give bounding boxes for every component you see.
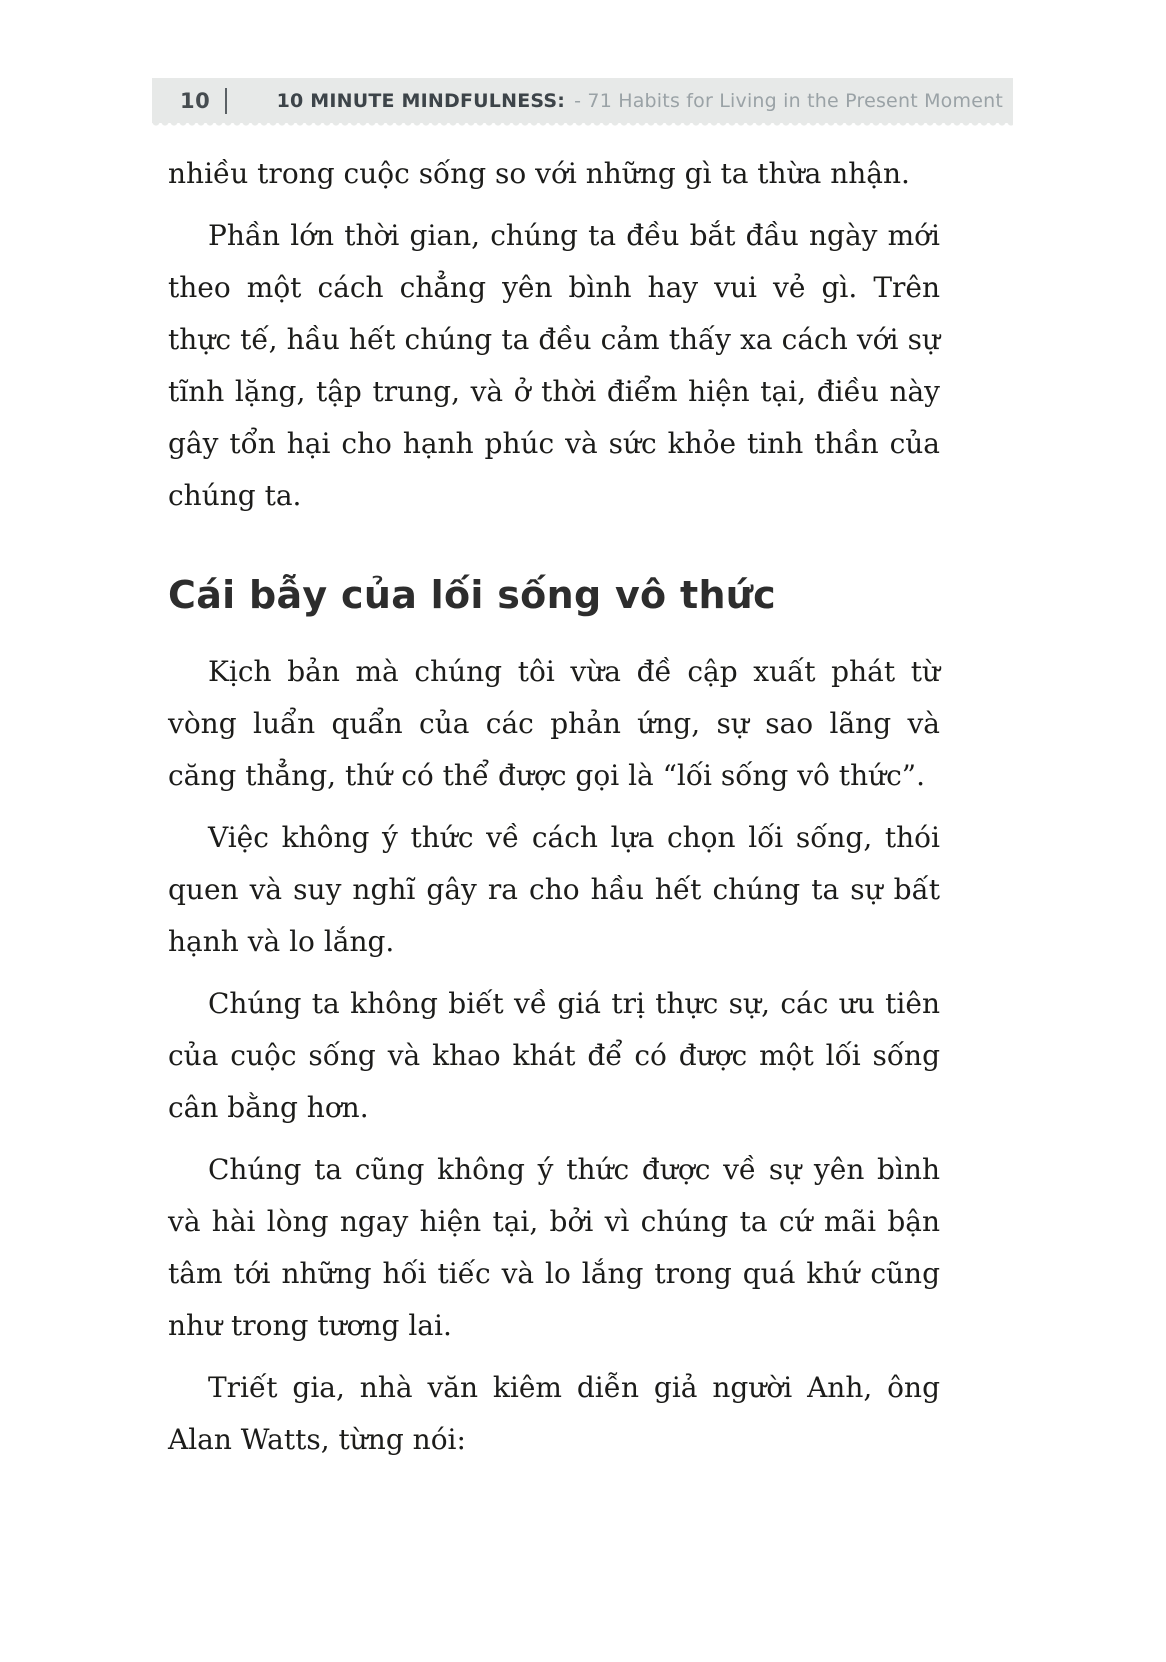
paragraph: Kịch bản mà chúng tôi vừa đề cập xuất phát từ vòng luẩn quẩn của các phản ứng, sự sao lãng và căng thẳng, thứ có thể được gọi là “lối sống vô thức”. [168, 655, 940, 792]
header-book-title: 10 MINUTE MINDFULNESS: [276, 89, 566, 112]
running-head [277, 90, 1003, 112]
page-number: 10 [180, 88, 211, 113]
paragraph: Phần lớn thời gian, chúng ta đều bắt đầu ngày mới theo một cách chẳng yên bình hay vui vẻ gì. Trên thực tế, hầu hết chúng ta đều cảm thấy xa cách với sự tĩnh lặng, tập trung, và ở thời điểm hiện tại, điều này gây tổn hại cho hạnh phúc và sức khỏe tinh thần của chúng ta. [168, 219, 940, 512]
paragraph-continuation: nhiều trong cuộc sống so với những gì ta thừa nhận. [168, 157, 910, 190]
paragraph: Chúng ta cũng không ý thức được về sự yên bình và hài lòng ngay hiện tại, bởi vì chúng ta cứ mãi bận tâm tới những hối tiếc và lo lắng trong quá khứ cũng như trong tương lai. [168, 1153, 940, 1342]
header-torn-edge [152, 122, 1013, 128]
header-divider-bar [225, 88, 227, 114]
header-chapter-subtitle: - 71 Habits for Living in the Present Moment [574, 89, 1003, 112]
header-left [180, 88, 227, 114]
page-header [152, 78, 1013, 123]
paragraph: Triết gia, nhà văn kiêm diễn giả người Anh, ông Alan Watts, từng nói: [168, 1371, 940, 1456]
paragraph: Việc không ý thức về cách lựa chọn lối sống, thói quen và suy nghĩ gây ra cho hầu hết chúng ta sự bất hạnh và lo lắng. [168, 821, 940, 958]
page-body [168, 148, 940, 1476]
paragraph: Chúng ta không biết về giá trị thực sự, các ưu tiên của cuộc sống và khao khát để có được một lối sống cân bằng hơn. [168, 987, 940, 1124]
section-heading: Cái bẫy của lối sống vô thức [168, 573, 776, 617]
